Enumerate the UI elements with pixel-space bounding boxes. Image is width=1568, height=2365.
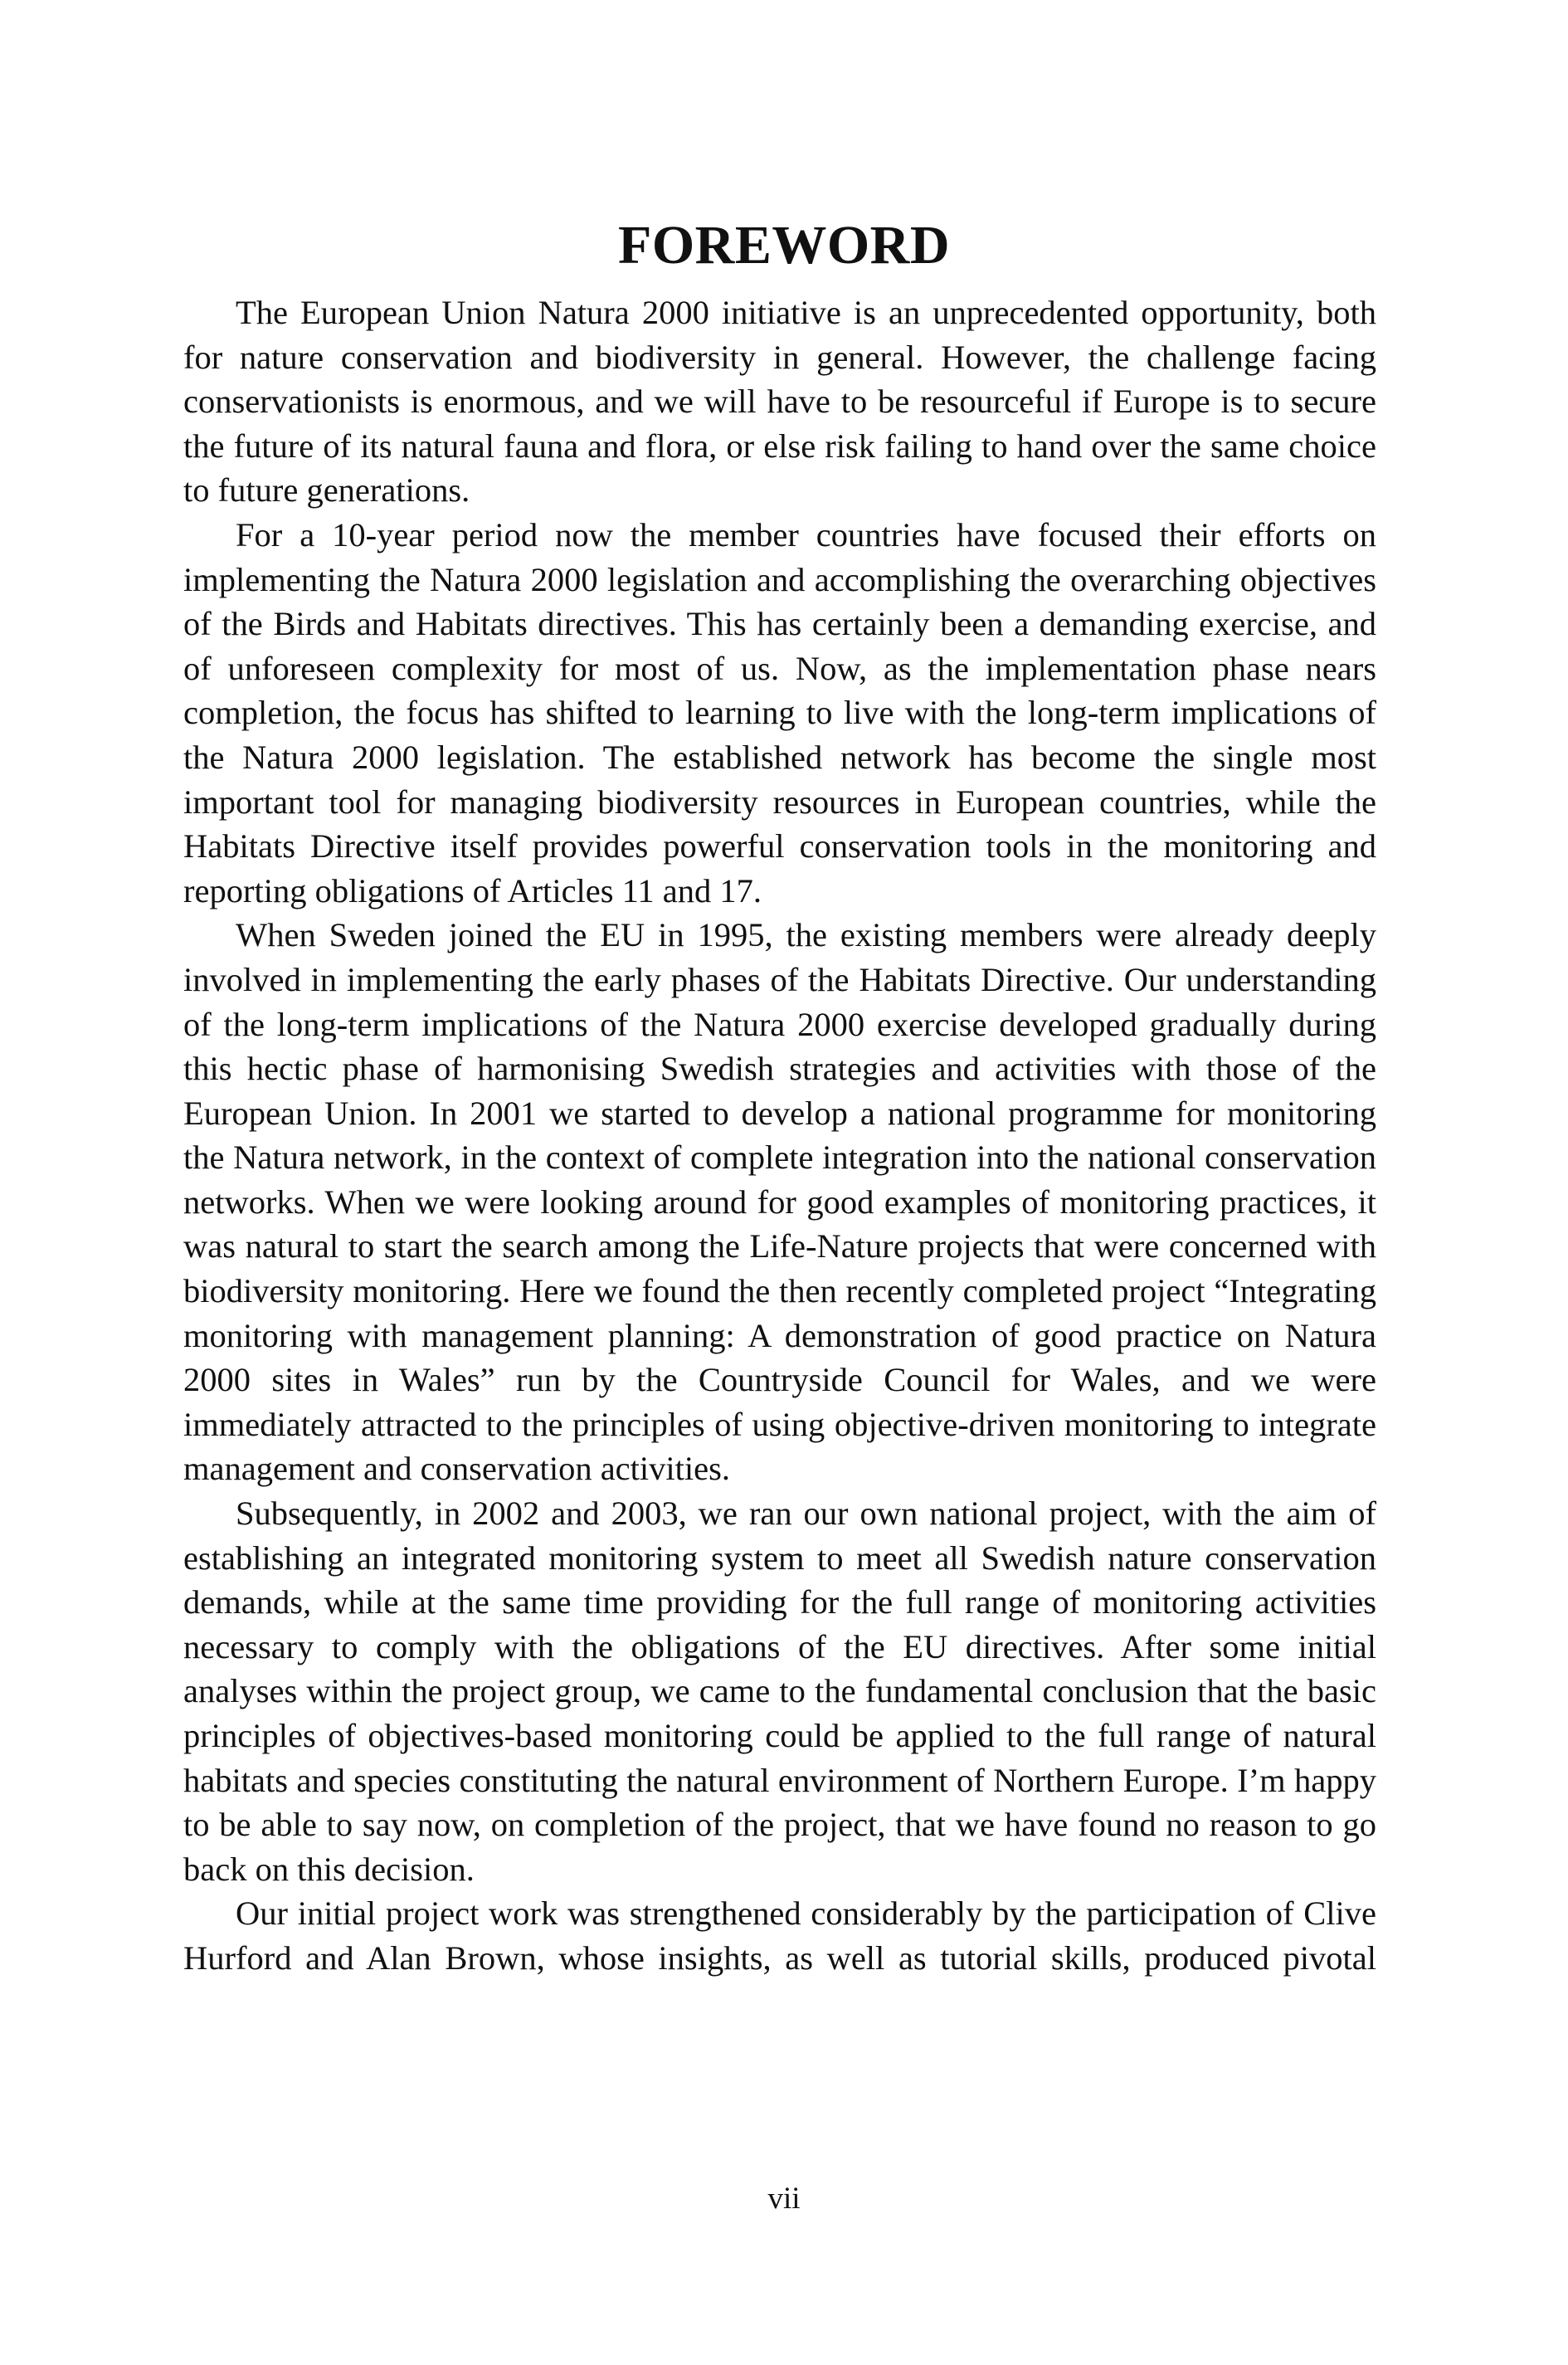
paragraph-3: When Sweden joined the EU in 1995, the existing members were already deeply involved in implementing the early phases of the Habitats Directive. Our understanding of the long-term implications of the Natura 2000 exercise developed gradually during this hectic phase of harmonising Swedish strategies and activities with those of the European Union. In 2001 we started to develop a national programme for monitoring the Natura network, in the context of complete integration into the national conservation networks. When we were looking around for good examples of monitoring practices, it was natural to start the search among the Life-Nature projects that were concerned with biodiversity monitoring. Here we found the then recently completed project “Integrating monitoring with management planning: A demonstration of good practice on Natura 2000 sites in Wales” run by the Countryside Council for Wales, and we were immediately attracted to the principles of using objective-driven monitoring to integrate management and conservation activities. xyxy=(183,916,1376,1488)
page-title: FOREWORD xyxy=(618,215,950,276)
paragraph-1: The European Union Natura 2000 initiative is an unprecedented opportunity, both for nature conservation and biodiversity in general. However, the challenge facing conservationists is enormous, and we will have to be resourceful if Europe is to secure the future of its natural fauna and flora, or else risk failing to hand over the same choice to future generations. xyxy=(183,294,1376,510)
paragraph-5: Our initial project work was strengthened considerably by the participation of Clive Hurford and Alan Brown, whose insights, as well as tutorial skills, produced pivotal xyxy=(183,1894,1376,1977)
page-number: vii xyxy=(767,2182,801,2216)
paragraph-2: For a 10-year period now the member countries have focused their efforts on implementing the Natura 2000 legislation and accomplishing the overarching objectives of the Birds and Habitats directives. This has certainly been a demanding exercise, and of unforeseen complexity for most of us. Now, as the implementation phase nears completion, the focus has shifted to learning to live with the long-term implications of the Natura 2000 legislation. The established network has become the single most important tool for managing biodiversity resources in European countries, while the Habitats Directive itself provides powerful conservation tools in the monitoring and reporting obligations of Articles 11 and 17. xyxy=(183,515,1376,909)
foreword-body xyxy=(183,290,1376,1981)
paragraph-4: Subsequently, in 2002 and 2003, we ran our own national project, with the aim of establishing an integrated monitoring system to meet all Swedish nature conservation demands, while at the same time providing for the full range of monitoring activities necessary to comply with the obligations of the EU directives. After some initial analyses within the project group, we came to the fundamental conclusion that the basic principles of objectives-based monitoring could be applied to the full range of natural habitats and species constituting the natural environment of Northern Europe. I’m happy to be able to say now, on completion of the project, that we have found no reason to go back on this decision. xyxy=(183,1495,1376,1888)
